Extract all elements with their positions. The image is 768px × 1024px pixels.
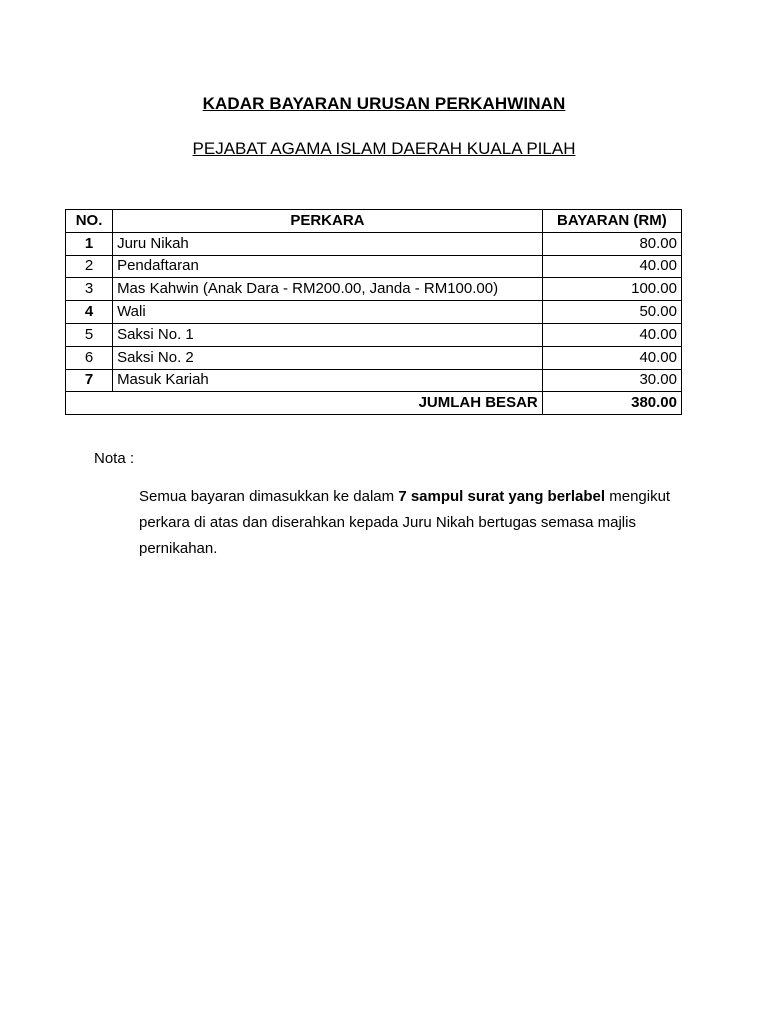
table-row	[66, 369, 682, 392]
table-header-row	[66, 210, 682, 233]
note-text-bold: 7 sampul surat yang berlabel	[398, 488, 606, 505]
table-row	[66, 278, 682, 301]
page-subtitle: PEJABAT AGAMA ISLAM DAERAH KUALA PILAH	[192, 139, 576, 158]
row-no: 4	[66, 301, 113, 324]
row-item: Saksi No. 2	[113, 346, 543, 369]
note-text-after: mengikut perkara di atas dan diserahkan kepada Juru Nikah bertugas semasa majlis pernikahan.	[139, 488, 671, 557]
table-row	[66, 232, 682, 255]
row-no: 2	[66, 255, 113, 278]
row-item: Mas Kahwin (Anak Dara - RM200.00, Janda - RM100.00)	[113, 278, 543, 301]
page-title: KADAR BAYARAN URUSAN PERKAHWINAN	[202, 94, 566, 113]
row-amount: 40.00	[542, 255, 681, 278]
row-no: 3	[66, 278, 113, 301]
row-amount: 40.00	[542, 323, 681, 346]
row-amount: 50.00	[542, 301, 681, 324]
header-amount: BAYARAN (RM)	[542, 210, 681, 233]
table-row	[66, 301, 682, 324]
row-item: Saksi No. 1	[113, 323, 543, 346]
row-no: 6	[66, 346, 113, 369]
table-row	[66, 323, 682, 346]
note-label: Nota :	[94, 450, 135, 467]
table-row	[66, 346, 682, 369]
row-item: Masuk Kariah	[113, 369, 543, 392]
row-item: Pendaftaran	[113, 255, 543, 278]
note-text-before: Semua bayaran dimasukkan ke dalam	[139, 488, 399, 505]
header-item: PERKARA	[113, 210, 543, 233]
table-row	[66, 255, 682, 278]
total-label: JUMLAH BESAR	[66, 392, 543, 415]
fee-table	[65, 209, 682, 415]
note-body	[139, 484, 679, 562]
total-amount: 380.00	[542, 392, 681, 415]
row-amount: 30.00	[542, 369, 681, 392]
total-row	[66, 392, 682, 415]
row-amount: 100.00	[542, 278, 681, 301]
row-no: 5	[66, 323, 113, 346]
header-no: NO.	[66, 210, 113, 233]
row-no: 7	[66, 369, 113, 392]
row-amount: 40.00	[542, 346, 681, 369]
row-no: 1	[66, 232, 113, 255]
row-item: Wali	[113, 301, 543, 324]
row-amount: 80.00	[542, 232, 681, 255]
row-item: Juru Nikah	[113, 232, 543, 255]
